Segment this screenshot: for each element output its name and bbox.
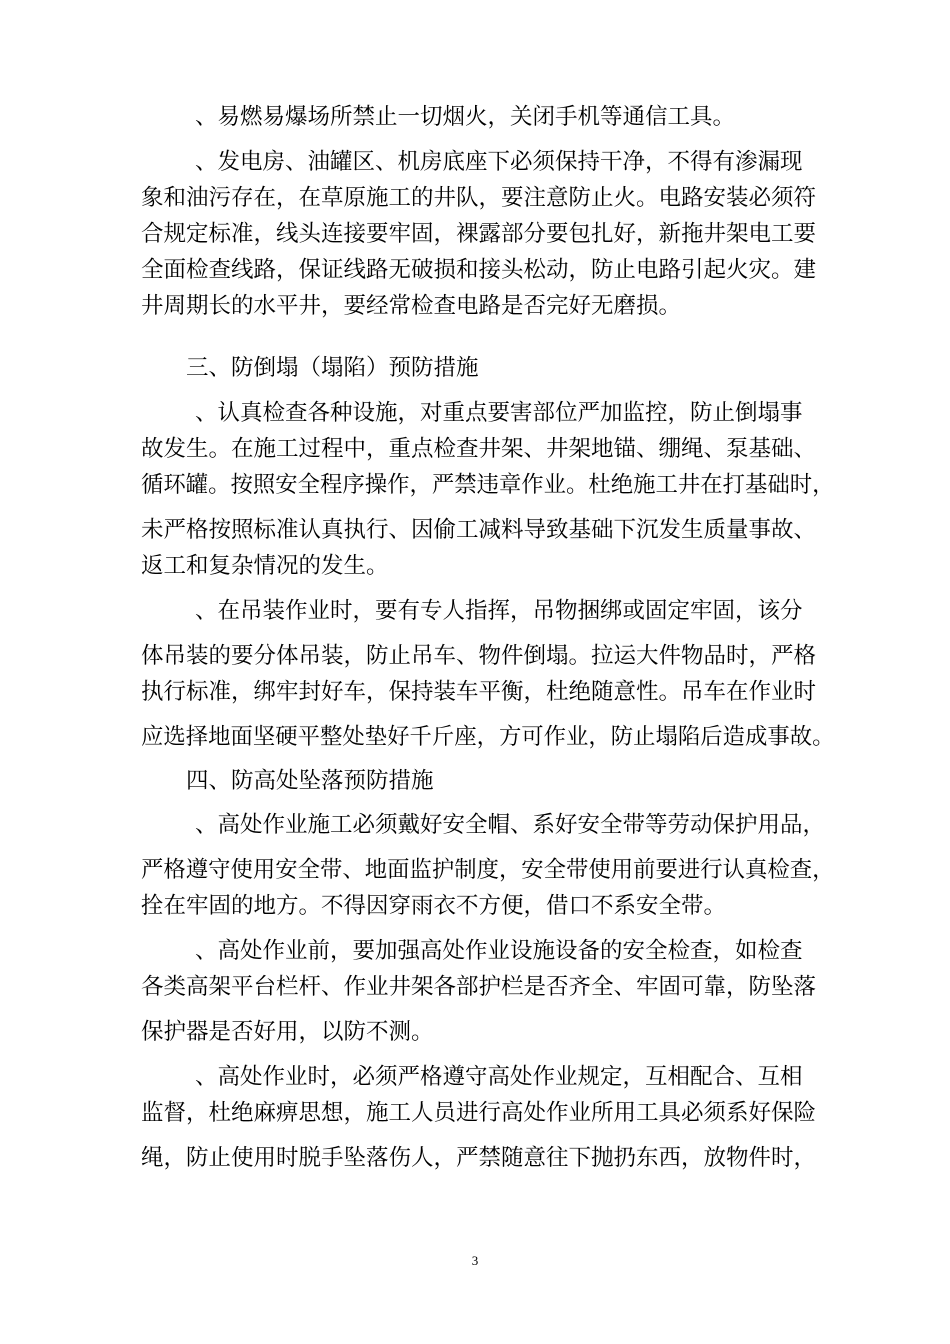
paragraph-line: 井周期长的水平井，要经常检查电路是否完好无磨损。: [141, 293, 682, 319]
paragraph-line: 严格遵守使用安全带、地面监护制度，安全带使用前要进行认真检查，: [141, 857, 835, 883]
paragraph-line: 监督，杜绝麻痹思想，施工人员进行高处作业所用工具必须系好保险: [141, 1100, 817, 1126]
paragraph-line: 、认真检查各种设施，对重点要害部位严加监控，防止倒塌事: [195, 400, 803, 426]
section-heading: 四、防高处坠落预防措施: [186, 768, 434, 794]
paragraph-line: 返工和复杂情况的发生。: [141, 553, 389, 579]
paragraph-line: 故发生。在施工过程中，重点检查井架、井架地锚、绷绳、泵基础、: [141, 436, 817, 462]
paragraph-line: 保护器是否好用，以防不测。: [141, 1019, 434, 1045]
paragraph-line: 各类高架平台栏杆、作业井架各部护栏是否齐全、牢固可靠，防坠落: [141, 974, 817, 1000]
paragraph-line: 体吊装的要分体吊装，防止吊车、物件倒塌。拉运大件物品时，严格: [141, 643, 817, 669]
paragraph-line: 、在吊装作业时，要有专人指挥，吊物捆绑或固定牢固，该分: [195, 598, 803, 624]
paragraph-line: 拴在牢固的地方。不得因穿雨衣不方便，借口不系安全带。: [141, 893, 727, 919]
paragraph-line: 执行标准，绑牢封好车，保持装车平衡，杜绝随意性。吊车在作业时: [141, 679, 817, 705]
paragraph-line: 未严格按照标准认真执行、因偷工减料导致基础下沉发生质量事故、: [141, 517, 817, 543]
paragraph-line: 合规定标准，线头连接要牢固，裸露部分要包扎好，新拖井架电工要: [141, 221, 817, 247]
paragraph-line: 绳，防止使用时脱手坠落伤人，严禁随意往下抛扔东西，放物件时，: [141, 1145, 817, 1171]
paragraph-line: 、高处作业前，要加强高处作业设施设备的安全检查，如检查: [195, 938, 803, 964]
paragraph-line: 、发电房、油罐区、机房底座下必须保持干净，不得有渗漏现: [195, 149, 803, 175]
section-heading: 三、防倒塌（塌陷）预防措施: [186, 355, 479, 381]
paragraph-line: 应选择地面坚硬平整处垫好千斤座，方可作业，防止塌陷后造成事故。: [141, 724, 835, 750]
paragraph-line: 循环罐。按照安全程序操作，严禁违章作业。杜绝施工井在打基础时，: [141, 472, 835, 498]
paragraph-line: 象和油污存在，在草原施工的井队，要注意防止火。电路安装必须符: [141, 185, 817, 211]
paragraph-line: 全面检查线路，保证线路无破损和接头松动，防止电路引起火灾。建: [141, 257, 817, 283]
paragraph-line: 、高处作业时，必须严格遵守高处作业规定，互相配合、互相: [195, 1064, 803, 1090]
paragraph-line: 、高处作业施工必须戴好安全帽、系好安全带等劳动保护用品，: [195, 812, 826, 838]
paragraph-line: 、易燃易爆场所禁止一切烟火，关闭手机等通信工具。: [195, 104, 736, 130]
page-number: 3: [471, 1253, 479, 1268]
